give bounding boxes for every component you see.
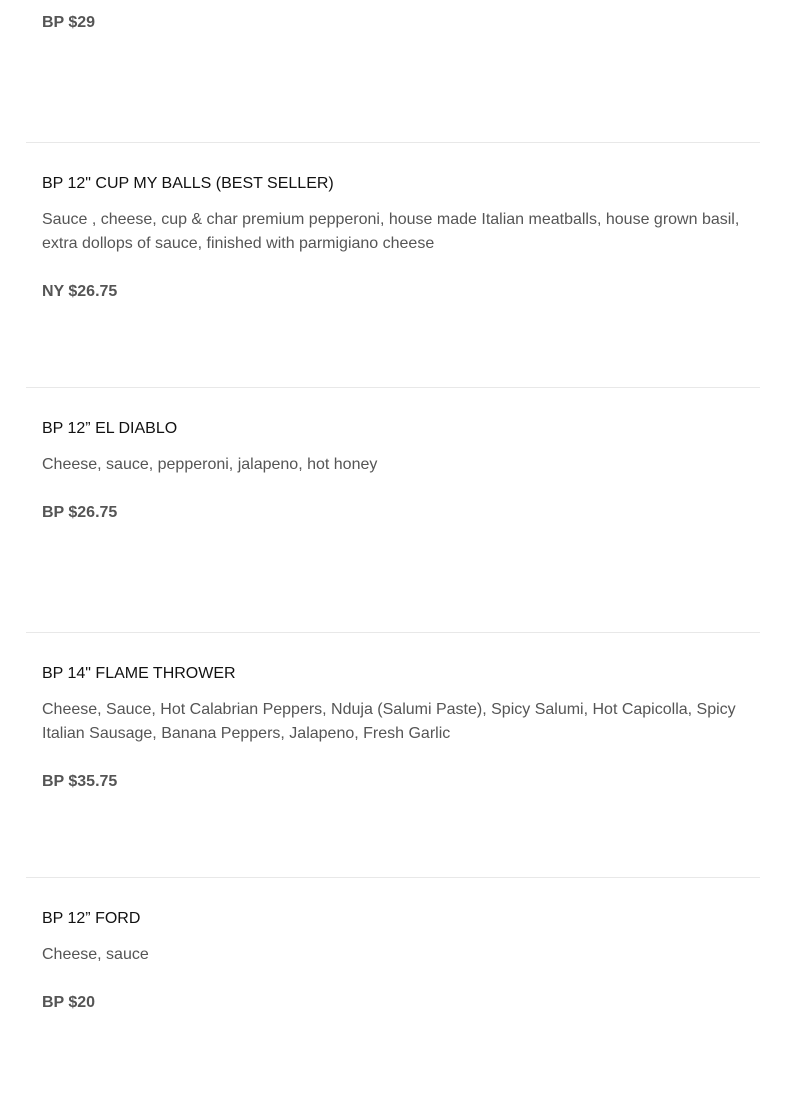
item-description: Cheese, sauce, pepperoni, jalapeno, hot honey	[42, 456, 378, 473]
item-name: BP 14" FLAME THROWER	[42, 665, 236, 682]
item-name: BP 12" CUP MY BALLS (BEST SELLER)	[42, 175, 334, 192]
item-description: Sauce , cheese, cup & char premium pepperoni, house made Italian meatballs, house grown basil, extra dollops of sauce, finished with parmigiano cheese	[42, 211, 740, 252]
item-description: Cheese, Sauce, Hot Calabrian Peppers, Nduja (Salumi Paste), Spicy Salumi, Hot Capicolla, Spicy Italian Sausage, Banana Peppers, Jalapeno, Fresh Garlic	[42, 701, 736, 742]
menu-item-flame-thrower[interactable]	[26, 632, 760, 878]
item-price: BP $20	[42, 994, 96, 1011]
item-price: BP $26.75	[42, 504, 118, 521]
item-price: BP $35.75	[42, 773, 118, 790]
menu-item-cup-my-balls[interactable]	[26, 142, 760, 388]
menu-item-ford[interactable]	[26, 877, 760, 1098]
item-description: Cheese, sauce	[42, 946, 149, 963]
menu-item-el-diablo[interactable]	[26, 387, 760, 633]
item-name: BP 12” FORD	[42, 910, 141, 927]
item-price: BP $29	[42, 14, 96, 31]
item-name: BP 12” EL DIABLO	[42, 420, 178, 437]
item-price: NY $26.75	[42, 283, 118, 300]
